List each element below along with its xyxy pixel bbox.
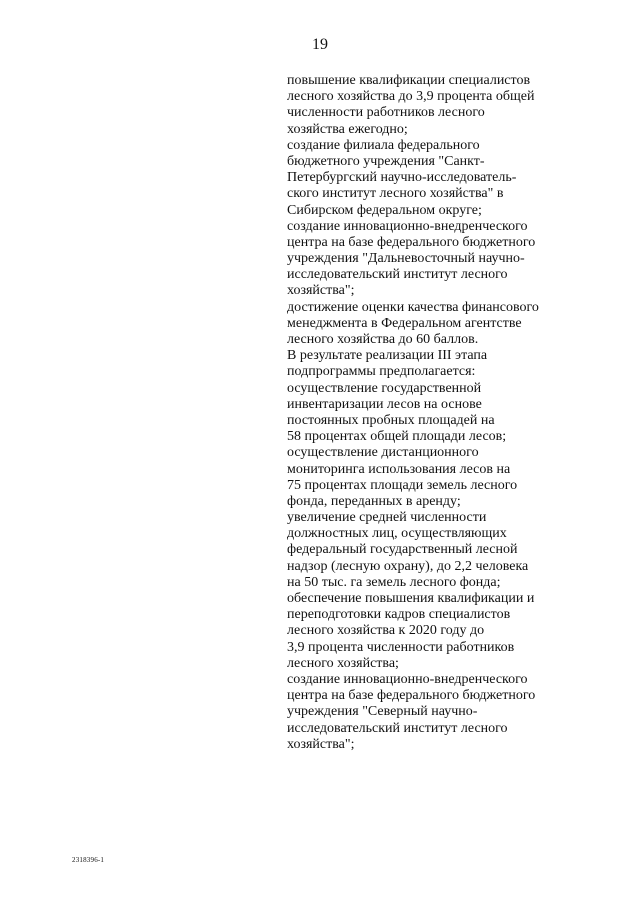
text-line: на 50 тыс. га земель лесного фонда;: [287, 574, 501, 590]
text-line: инвентаризации лесов на основе: [287, 396, 482, 412]
text-line: фонда, переданных в аренду;: [287, 493, 461, 509]
text-line: обеспечение повышения квалификации и: [287, 591, 535, 606]
text-line: Сибирском федеральном округе;: [287, 202, 482, 218]
text-line: лесного хозяйства;: [287, 655, 399, 671]
text-line: надзор (лесную охрану), до 2,2 человека: [287, 558, 529, 574]
text-line: 75 процентах площади земель лесного: [287, 477, 518, 493]
text-line: 3,9 процента численности работников: [287, 639, 515, 655]
document-id-stamp: 2318396-1: [72, 856, 105, 864]
text-line: исследовательский институт лесного: [287, 267, 508, 283]
text-line: учреждения "Дальневосточный научно-: [287, 251, 525, 267]
text-line: лесного хозяйства до 3,9 процента общей: [287, 89, 535, 105]
text-line: центра на базе федерального бюджетного: [287, 234, 536, 250]
text-line: хозяйства ежегодно;: [287, 121, 408, 137]
text-line: должностных лиц, осуществляющих: [287, 526, 507, 542]
text-line: осуществление государственной: [287, 380, 482, 396]
text-line: создание филиала федерального: [287, 137, 480, 153]
text-line: Петербургский научно-исследователь-: [287, 170, 517, 186]
text-line: федеральный государственный лесной: [287, 542, 518, 558]
text-line: создание инновационно-внедренческого: [287, 218, 528, 234]
text-line: менеджмента в Федеральном агентстве: [287, 315, 522, 331]
text-line: повышение квалификации специалистов: [287, 73, 531, 88]
text-line: бюджетного учреждения "Санкт-: [287, 153, 485, 169]
document-text-column: [287, 73, 617, 753]
text-line: лесного хозяйства к 2020 году до: [287, 623, 485, 639]
text-line: численности работников лесного: [287, 105, 485, 121]
text-line: хозяйства";: [287, 736, 355, 752]
text-line: подпрограммы предполагается:: [287, 364, 476, 380]
text-line: хозяйства";: [287, 283, 355, 299]
text-line: постоянных пробных площадей на: [287, 412, 495, 428]
text-line: осуществление дистанционного: [287, 445, 479, 461]
text-line: мониторинга использования лесов на: [287, 461, 511, 477]
text-line: 58 процентах общей площади лесов;: [287, 429, 507, 445]
text-line: увеличение средней численности: [287, 510, 487, 526]
page-number: 19: [312, 36, 328, 53]
text-line: лесного хозяйства до 60 баллов.: [287, 332, 479, 347]
text-line: исследовательский институт лесного: [287, 720, 508, 736]
text-line: учреждения "Северный научно-: [287, 704, 478, 720]
text-line: центра на базе федерального бюджетного: [287, 688, 536, 704]
text-line: В результате реализации III этапа: [287, 348, 488, 364]
text-line: достижение оценки качества финансового: [287, 299, 539, 315]
text-line: создание инновационно-внедренческого: [287, 671, 528, 687]
text-line: ского институт лесного хозяйства" в: [287, 186, 504, 202]
text-line: переподготовки кадров специалистов: [287, 607, 511, 623]
